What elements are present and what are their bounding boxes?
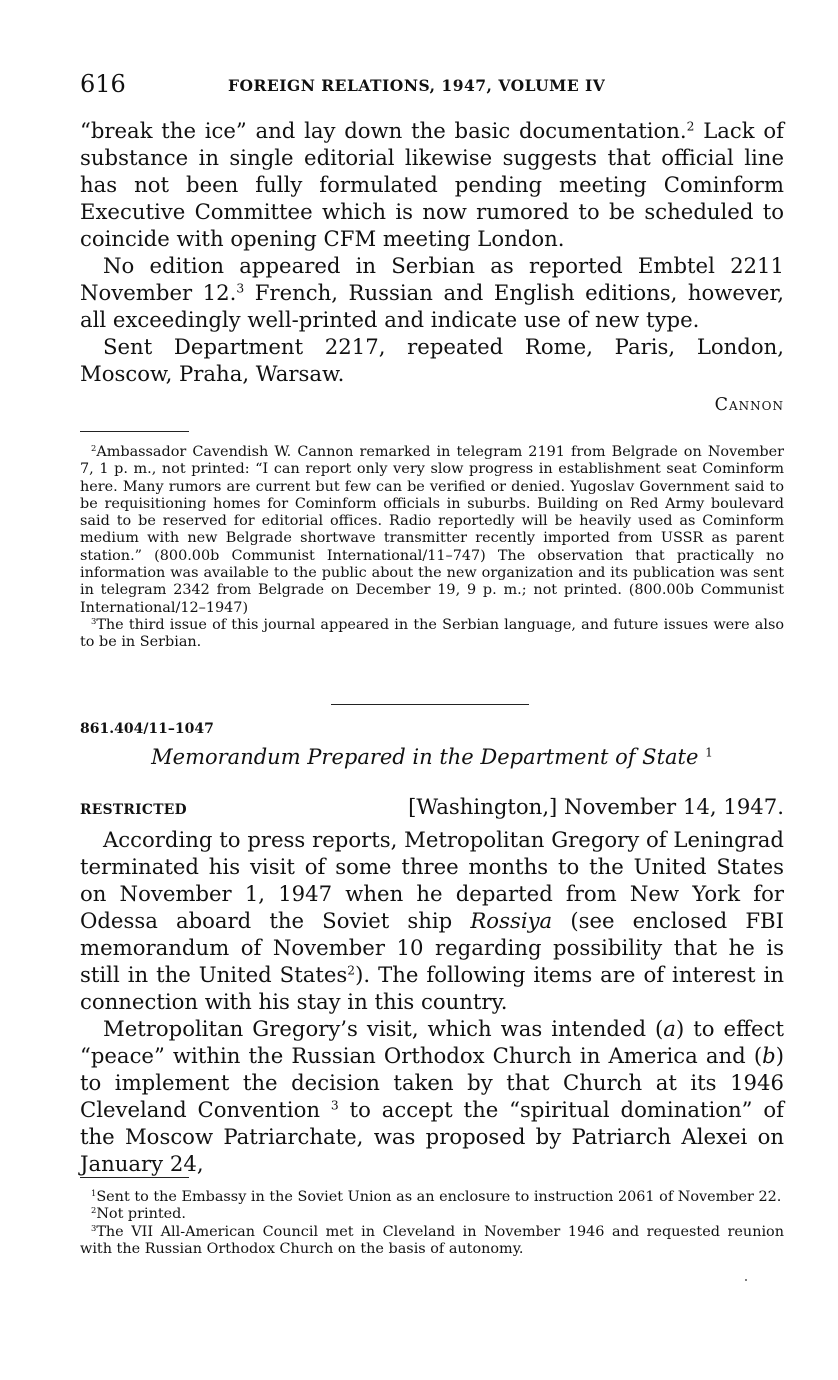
- footnote-rule: [80, 431, 189, 432]
- footnote-ref-3: 3: [236, 281, 245, 296]
- footnotes-bottom: [80, 1189, 784, 1258]
- footnote-2: $^2$Ambassador Cavendish W. Cannon remarked in telegram 2191 from Belgrade on November 7, 1 p. m., not printed: “I can report only very slow progress in establishment seat Cominform here. Many rumors are current but few can be verified or denied. Yugoslav Government said to be requisitioning homes for Cominform officials in suburbs. Building on Red Army boulevard said to be reserved for editorial offices. Radio reportedly will be heavily used as Cominform medium with new Belgrade shortwave transmitter recently imported from USSR as parent station.” (800.00b Communist International/11–747) The observation that practically no information was available to the public about the new organization and its publication was sent in telegram 2342 from Belgrade on December 19, 9 p. m.; not printed. (800.00b Communist International/12–1947): [80, 442, 784, 616]
- paragraph-gregory-visit: Metropolitan Gregory’s visit, which was intended (a) to effect “peace” within the Russian Orthodox Church in America and (b) to implement the decision taken by that Church at its 1946 Cleveland Convention $^3$ to accept the “spiritual domination” of the Moscow Patriarchate, was proposed by Patriarch Alexei on January 24,: [80, 1016, 784, 1176]
- footnote-ref-1: 1: [705, 745, 713, 760]
- footnotes-top: [80, 444, 784, 652]
- footnote-2: $^2$Not printed.: [91, 1205, 186, 1223]
- classification-dateline: [80, 794, 784, 824]
- paragraph-press-reports: According to press reports, Metropolitan Gregory of Leningrad terminated his visit of some three months to the United States on November 1, 1947 when he departed from New York for Odessa aboard the Soviet ship Rossiya (see enclosed FBI memorandum of November 10 regarding possibility that he is still in the United States$^2$). The following items are of interest in connection with his stay in this country.: [80, 827, 784, 1014]
- footnote-3: $^3$The third issue of this journal appeared in the Serbian language, and future issues were also to be in Serbian.: [80, 615, 784, 651]
- footnote-3: $^3$The VII All-American Council met in Cleveland in November 1946 and requested reunion with the Russian Orthodox Church on the basis of autonomy.: [80, 1222, 784, 1257]
- paragraph-sent-department: Sent Department 2217, repeated Rome, Paris, London, Moscow, Praha, Warsaw.: [80, 334, 784, 386]
- footnote-1: $^1$Sent to the Embassy in the Soviet Union as an enclosure to instruction 2061 of November 22.: [91, 1187, 782, 1205]
- file-number: 861.404/11–1047: [80, 721, 214, 737]
- footnote-ref-2: 2: [347, 963, 356, 978]
- footnote-ref-3: 3: [330, 1098, 339, 1113]
- ship-name: Rossiya: [470, 908, 553, 933]
- continued-telegram-text: [80, 117, 784, 387]
- memo-title: Memorandum Prepared in the Department of State $^1$: [151, 745, 713, 769]
- print-speck: [745, 1279, 747, 1281]
- page-number: 616: [80, 70, 126, 98]
- classification-label: RESTRICTED: [80, 802, 187, 818]
- footnote-ref-2: 2: [686, 119, 695, 134]
- running-title: FOREIGN RELATIONS, 1947, VOLUME IV: [228, 76, 606, 95]
- paragraph-break-the-ice: “break the ice” and lay down the basic documentation.$^2$ Lack of substance in single editorial likewise suggests that official line has not been fully formulated pending meeting Cominform Executive Committee which is now rumored to be scheduled to coincide with opening CFM meeting London.: [80, 118, 784, 251]
- footnote-rule: [80, 1177, 189, 1178]
- memo-body: [80, 826, 784, 1177]
- running-head: [80, 70, 784, 100]
- paragraph-serbian-edition: No edition appeared in Serbian as reported Embtel 2211 November 12.$^3$ French, Russian and English editions, however, all exceedingly well-printed and indicate use of new type.: [80, 253, 785, 332]
- dateline: [Washington,] November 14, 1947.: [408, 794, 784, 819]
- signature-cannon: Cannon: [714, 395, 784, 415]
- section-divider: [331, 704, 529, 705]
